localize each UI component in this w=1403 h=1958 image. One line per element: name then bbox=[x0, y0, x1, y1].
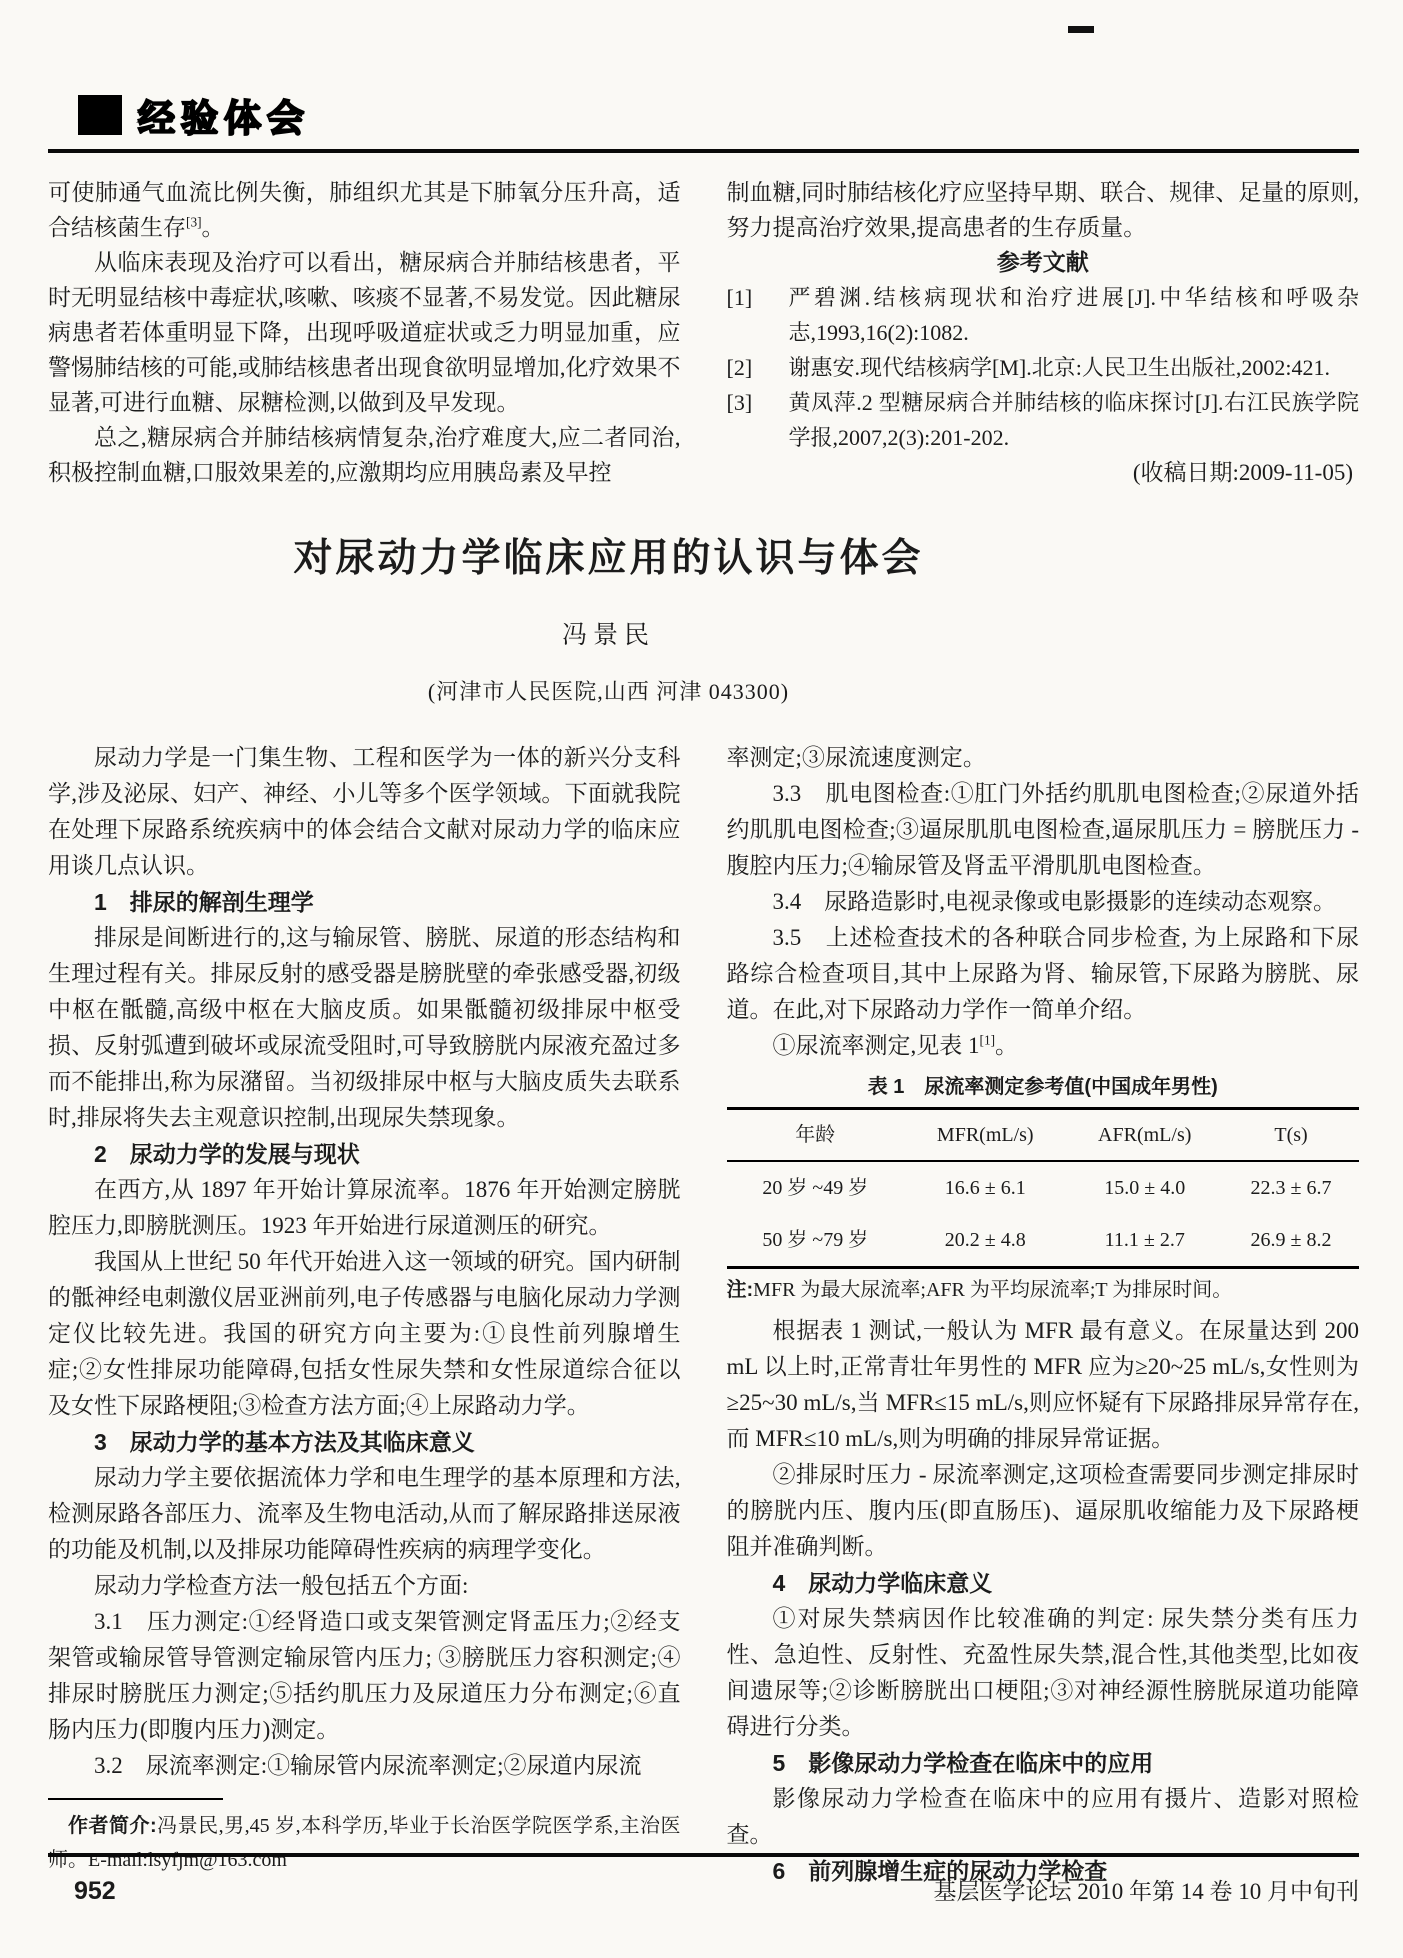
paragraph bbox=[727, 1028, 1360, 1064]
paragraph: 3.2 尿流率测定:①输尿管内尿流率测定;②尿道内尿流 bbox=[94, 1753, 642, 1778]
table-header-cell: 年龄 bbox=[727, 1109, 905, 1162]
reference-number: [2] bbox=[726, 355, 753, 380]
badge-square-icon bbox=[78, 95, 122, 135]
author-bio-label: 作者简介: bbox=[68, 1815, 157, 1837]
table-header-cell: AFR(mL/s) bbox=[1066, 1109, 1223, 1162]
paragraph: 总之,糖尿病合并肺结核病情复杂,治疗难度大,应二者同治,积极控制血糖,口服效果差的,应激期均应用胰岛素及早控 bbox=[48, 425, 681, 485]
paragraph: 率测定;③尿流速度测定。 bbox=[726, 745, 986, 770]
article-affiliation: (河津市人民医院,山西 河津 043300) bbox=[427, 679, 790, 704]
paragraph: 尿动力学主要依据流体力学和电生理学的基本原理和方法,检测尿路各部压力、流率及生物电活动,从而了解尿路排送尿液的功能及机制,以及排尿功能障碍性疾病的病理学变化。 bbox=[48, 1465, 681, 1562]
table-1-block bbox=[727, 1072, 1360, 1307]
citation-superscript: [3] bbox=[186, 214, 202, 230]
table-header-cell: T(s) bbox=[1223, 1109, 1359, 1162]
section-badge bbox=[48, 88, 1359, 142]
paragraph: 3.4 尿路造影时,电视录像或电影摄影的连续动态观察。 bbox=[772, 889, 1336, 914]
table-cell: 50 岁 ~79 岁 bbox=[727, 1214, 905, 1268]
table-cell: 26.9 ± 8.2 bbox=[1223, 1214, 1359, 1268]
section-heading-5: 5 影像尿动力学检查在临床中的应用 bbox=[772, 1750, 1154, 1776]
paragraph: 我国从上世纪 50 年代开始进入这一领域的研究。国内研制的骶神经电刺激仪居亚洲前列,电子传感器与电脑化尿动力学测定仪比较先进。我国的研究方向主要为:①良性前列腺增生症;②女性排尿功能障碍,包括女性尿失禁和女性尿道综合征以及女性下尿路梗阻;③检查方法方面;④上尿路动力学。 bbox=[48, 1249, 681, 1418]
received-date: (收稿日期:2009-11-05) bbox=[1132, 460, 1353, 485]
prev-right-column bbox=[727, 175, 1360, 497]
paragraph: 根据表 1 测试,一般认为 MFR 最有意义。在尿量达到 200 mL 以上时,正常青壮年男性的 MFR 应为≥20~25 mL/s,女性则为≥25~30 mL/s,当 MFR≤15 mL/s,则应怀疑有下尿路排尿异常存在,而 MFR≤10 mL/s,则为明确的排尿异常证据。 bbox=[726, 1318, 1359, 1451]
section-badge-label: 经验体会 bbox=[138, 98, 310, 139]
table-cell: 16.6 ± 6.1 bbox=[944, 1177, 1026, 1199]
table-header-cell: MFR(mL/s) bbox=[904, 1109, 1066, 1162]
article-body bbox=[48, 740, 1359, 1892]
paragraph: 3.5 上述检查技术的各种联合同步检查, 为上尿路和下尿路综合检查项目,其中上尿路为肾、输尿管,下尿路为膀胱、尿道。在此,对下尿路动力学作一简单介绍。 bbox=[726, 925, 1359, 1022]
table-cell: 11.1 ± 2.7 bbox=[1066, 1214, 1223, 1268]
table-cell: 20 岁 ~49 岁 bbox=[762, 1177, 869, 1199]
article-title: 对尿动力学临床应用的认识与体会 bbox=[293, 537, 924, 580]
reference-text: 黄凤萍.2 型糖尿病合并肺结核的临床探讨[J].右江民族学院学报,2007,2(3):201-202. bbox=[788, 390, 1359, 450]
paragraph: ②排尿时压力 - 尿流率测定,这项检查需要同步测定排尿时的膀胱内压、腹内压(即直肠压)、逼尿肌收缩能力及下尿路梗阻并准确判断。 bbox=[726, 1462, 1359, 1559]
footnote-rule bbox=[48, 1798, 223, 1800]
paragraph-text: 。 bbox=[995, 1033, 1019, 1058]
paragraph-text: 。 bbox=[201, 215, 225, 240]
table-note-text: MFR 为最大尿流率;AFR 为平均尿流率;T 为排尿时间。 bbox=[753, 1279, 1233, 1301]
footer-rule bbox=[48, 1853, 1359, 1857]
prev-left-column bbox=[48, 175, 681, 497]
paragraph-text: 可使肺通气血流比例失衡，肺组织尤其是下肺氧分压升高，适合结核菌生存 bbox=[48, 180, 681, 240]
reference-item bbox=[727, 280, 1360, 350]
paragraph: 排尿是间断进行的,这与输尿管、膀胱、尿道的形态结构和生理过程有关。排尿反射的感受器是膀胱壁的牵张感受器,初级中枢在骶髓,高级中枢在大脑皮质。如果骶髓初级排尿中枢受损、反射弧遭到破坏或尿流受阻时,可导致膀胱内尿液充盈过多而不能排出,称为尿潴留。当初级排尿中枢与大脑皮质失去联系时,排尿将失去主观意识控制,出现尿失禁现象。 bbox=[48, 925, 681, 1130]
table-cell: 22.3 ± 6.7 bbox=[1250, 1177, 1332, 1199]
body-right-column bbox=[727, 740, 1360, 1892]
reference-item bbox=[727, 385, 1360, 455]
article-header bbox=[48, 527, 1359, 706]
reference-text: 谢惠安.现代结核病学[M].北京:人民卫生出版社,2002:421. bbox=[788, 355, 1330, 380]
paragraph bbox=[48, 175, 681, 245]
table-note-label: 注: bbox=[726, 1279, 754, 1301]
previous-article-end bbox=[48, 175, 1359, 497]
reference-number: [1] bbox=[726, 285, 753, 310]
paragraph: 从临床表现及治疗可以看出，糖尿病合并肺结核患者，平时无明显结核中毒症状,咳嗽、咳痰不显著,不易发觉。因此糖尿病患者若体重明显下降，出现呼吸道症状或乏力明显加重，应警惕肺结核的可能,或肺结核患者出现食欲明显增加,化疗效果不显著,可进行血糖、尿糖检测,以做到及早发现。 bbox=[48, 250, 681, 415]
table-header-row bbox=[727, 1109, 1360, 1162]
table-cell: 20.2 ± 4.8 bbox=[904, 1214, 1066, 1268]
reference-text: 严碧渊.结核病现状和治疗进展[J].中华结核和呼吸杂志,1993,16(2):1082. bbox=[788, 285, 1359, 345]
paragraph: 尿动力学是一门集生物、工程和医学为一体的新兴分支科学,涉及泌尿、妇产、神经、小儿等多个医学领域。下面就我院在处理下尿路系统疾病中的体会结合文献对尿动力学的临床应用谈几点认识。 bbox=[48, 745, 681, 878]
section-heading-6: 6 前列腺增生症的尿动力学检查 bbox=[772, 1858, 1108, 1884]
paragraph: 3.1 压力测定:①经肾造口或支架管测定肾盂压力;②经支架管或输尿管导管测定输尿管内压力; ③膀胱压力容积测定;④排尿时膀胱压力测定;⑤括约肌压力及尿道压力分布测定;⑥直肠内压力(即腹内压力)测定。 bbox=[48, 1609, 681, 1742]
paragraph: ①对尿失禁病因作比较准确的判定: 尿失禁分类有压力性、急迫性、反射性、充盈性尿失禁,混合性,其他类型,比如夜间遗尿等;②诊断膀胱出口梗阻;③对神经源性膀胱尿道功能障碍进行分类。 bbox=[726, 1606, 1359, 1739]
section-heading-1: 1 排尿的解剖生理学 bbox=[94, 889, 314, 915]
table-1-title: 表 1 尿流率测定参考值(中国成年男性) bbox=[867, 1076, 1218, 1098]
section-heading-2: 2 尿动力学的发展与现状 bbox=[94, 1141, 360, 1167]
table-row bbox=[727, 1214, 1360, 1268]
paragraph: 在西方,从 1897 年开始计算尿流率。1876 年开始测定膀胱腔压力,即膀胱测压。1923 年开始进行尿道测压的研究。 bbox=[48, 1177, 681, 1238]
page-footer bbox=[48, 1853, 1359, 1906]
reference-number: [3] bbox=[726, 390, 753, 415]
table-1 bbox=[727, 1107, 1360, 1269]
paragraph: 3.3 肌电图检查:①肛门外括约肌肌电图检查;②尿道外括约肌肌电图检查;③逼尿肌肌电图检查,逼尿肌压力 = 膀胱压力 - 腹腔内压力;④输尿管及肾盂平滑肌肌电图检查。 bbox=[726, 781, 1359, 878]
paragraph-text: ①尿流率测定,见表 1 bbox=[772, 1033, 980, 1058]
section-heading-4: 4 尿动力学临床意义 bbox=[772, 1570, 993, 1596]
citation-superscript: [1] bbox=[979, 1032, 996, 1048]
footer-row bbox=[48, 1873, 1359, 1906]
paragraph: 尿动力学检查方法一般包括五个方面: bbox=[94, 1573, 469, 1598]
section-header bbox=[48, 0, 1359, 153]
article-author: 冯景民 bbox=[561, 622, 655, 649]
author-bio-text: 冯景民,男,45 岁,本科学历,毕业于长治医学院医学系,主治医师。E-mail:lsyfjm@163.com bbox=[48, 1815, 681, 1871]
section-heading-3: 3 尿动力学的基本方法及其临床意义 bbox=[94, 1429, 475, 1455]
body-left-column bbox=[48, 740, 681, 1892]
paragraph: 制血糖,同时肺结核化疗应坚持早期、联合、规律、足量的原则,努力提高治疗效果,提高患者的生存质量。 bbox=[726, 180, 1359, 240]
paragraph: 影像尿动力学检查在临床中的应用有摄片、造影对照检查。 bbox=[726, 1786, 1359, 1847]
reference-item bbox=[727, 350, 1360, 385]
table-note bbox=[727, 1274, 1360, 1307]
page-number: 952 bbox=[74, 1877, 116, 1905]
header-rule bbox=[48, 149, 1359, 153]
table-row bbox=[727, 1161, 1360, 1214]
references-heading: 参考文献 bbox=[996, 249, 1089, 275]
scan-artifact bbox=[1068, 26, 1094, 33]
table-cell: 15.0 ± 4.0 bbox=[1104, 1177, 1186, 1199]
journal-issue-line: 基层医学论坛 2010 年第 14 卷 10 月中旬刊 bbox=[933, 1879, 1359, 1904]
